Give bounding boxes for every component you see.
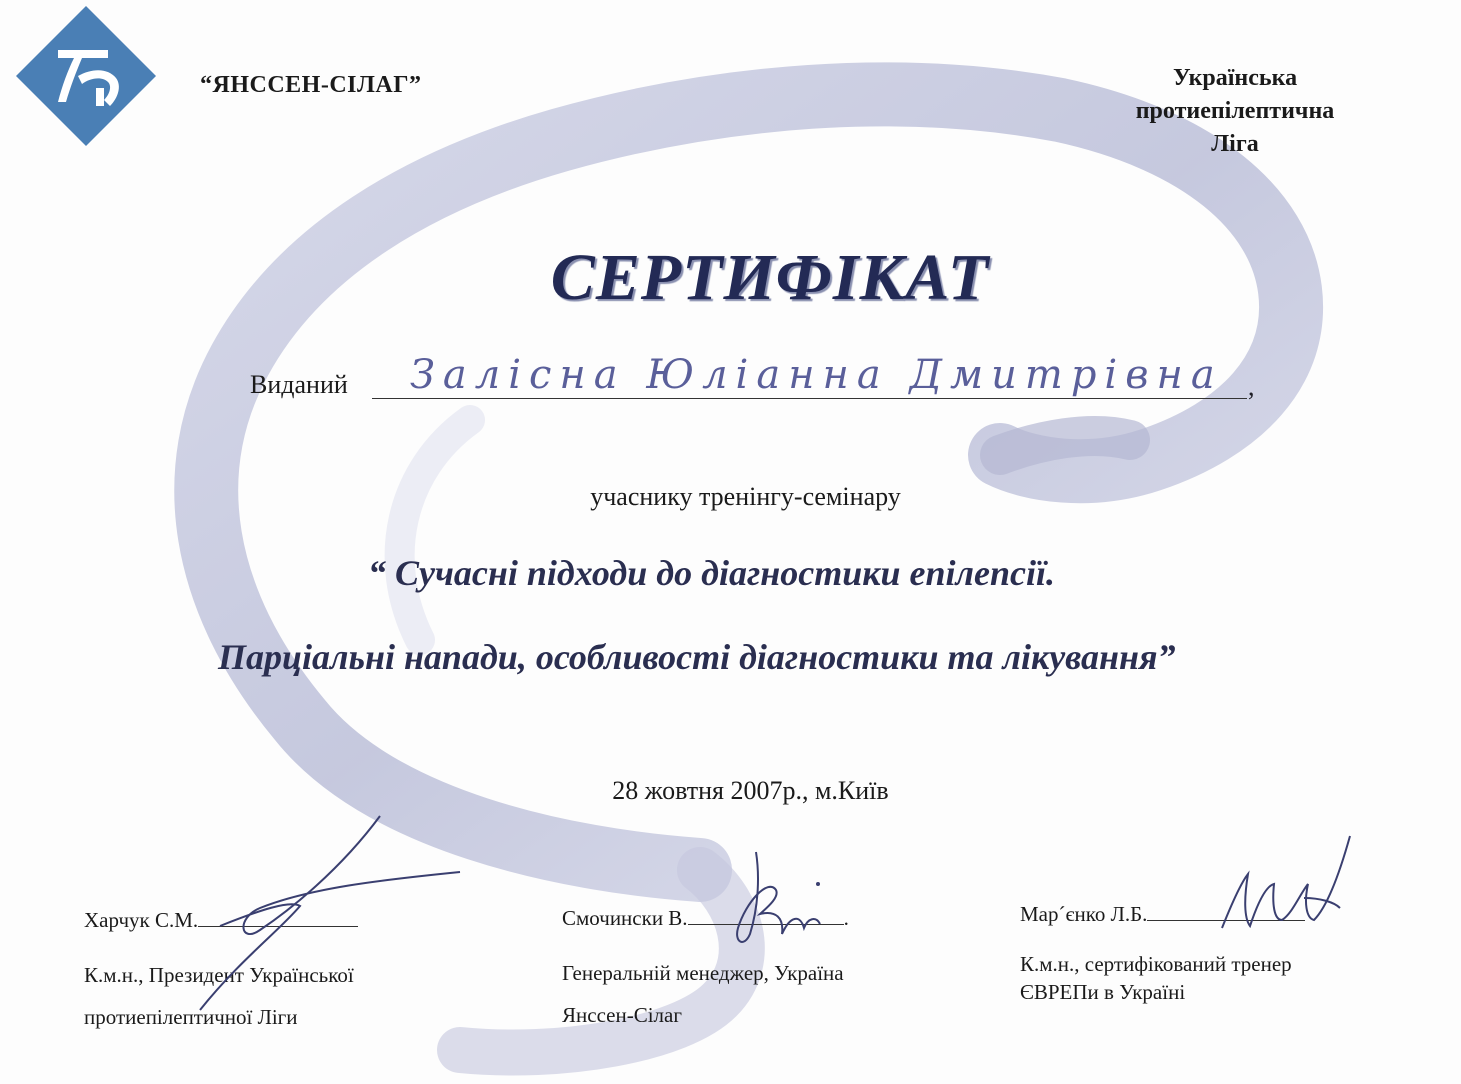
signer-name: Харчук С.М. [84,908,199,932]
signature-line [198,926,358,927]
recipient-name-handwritten: Залісна Юліанна Дмитрівна [410,352,1223,398]
signer-name: Мар´єнко Л.Б. [1020,902,1148,926]
seminar-title-line-2: Парціальні напади, особливості діагностики та лікування” [218,637,1176,677]
seminar-title-line-1: “ Сучасні підходи до діагностики епілепсії. [368,553,1055,593]
participant-text: учаснику тренінгу-семінару [590,482,901,511]
signer-role-line: Янссен-Сілаг [562,1003,682,1027]
issued-comma: , [1248,372,1255,401]
company-name: “ЯНССЕН-СІЛАГ” [200,72,422,98]
issued-label: Виданий [250,370,348,399]
signer-role-line: К.м.н., сертифікований тренер [1020,952,1292,976]
issued-to-row [250,352,1260,402]
league-name [1110,62,1360,161]
signer-role-line: протиепілептичної Ліги [84,1005,298,1029]
certificate-title: СЕРТИФІКАТ [550,241,990,314]
signer-role-line: К.м.н., Президент Української [84,963,354,987]
signer-role-line: ЄВРЕПи в Україні [1020,980,1186,1004]
signer-kharchuk [84,908,358,1038]
date-and-place: 28 жовтня 2007р., м.Київ [612,776,889,805]
league-name-line: Ліга [1211,131,1259,157]
issued-underline [372,398,1247,399]
signature-line [688,924,844,925]
signer-role-line: Генеральній менеджер, Україна [562,961,844,985]
signer-marienko [1020,902,1305,1006]
signer-name: Смочински В. [562,906,688,930]
janssen-cilag-logo-icon [12,2,160,150]
signer-role [1020,950,1305,1006]
signer-role [562,952,849,1036]
signer-name-suffix: . [843,906,849,930]
signer-role [84,954,358,1038]
league-name-line: протиепілептична [1135,98,1335,124]
signer-smochynsky [562,906,849,1036]
signature-line [1147,920,1305,921]
league-name-line: Українська [1172,65,1298,91]
